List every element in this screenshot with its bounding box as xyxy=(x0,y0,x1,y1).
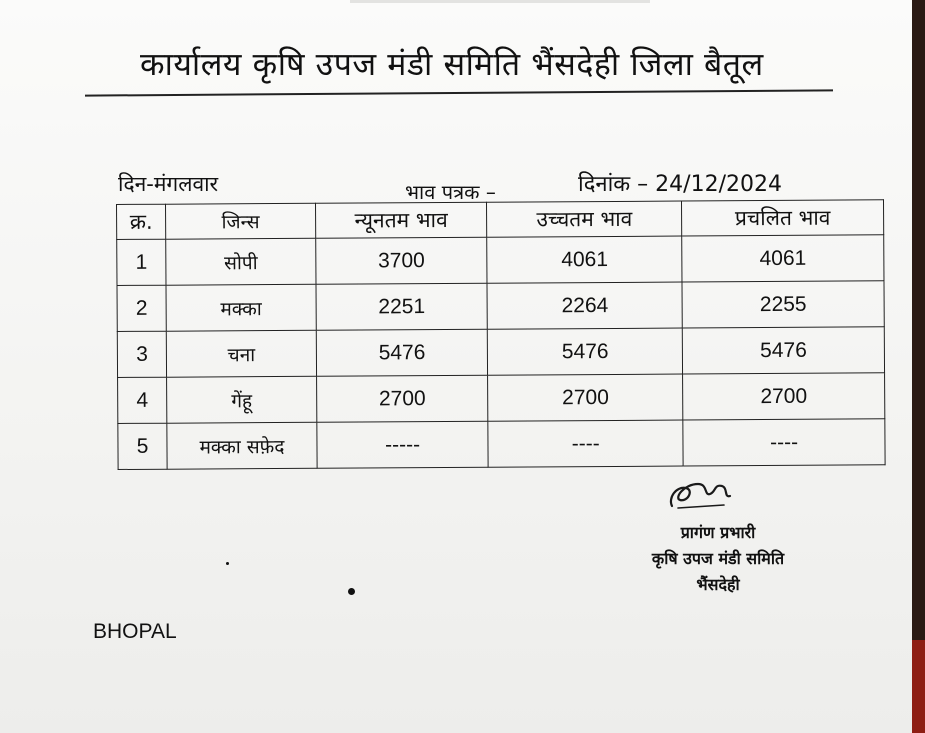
signatory-place: भैंसदेही xyxy=(696,575,740,594)
cell-max-price: 2264 xyxy=(487,282,682,329)
office-title: कार्यालय कृषि उपज मंडी समिति भैंसदेही जिला बैतूल xyxy=(140,45,764,83)
cell-max-price: ---- xyxy=(488,420,683,467)
cell-serial: 1 xyxy=(117,239,166,285)
cell-max-price: 5476 xyxy=(488,328,683,375)
cell-modal-price: ---- xyxy=(683,419,885,466)
cell-commodity: गेंहू xyxy=(167,376,317,423)
cell-min-price: 2700 xyxy=(316,375,488,422)
handwritten-signature xyxy=(664,478,734,512)
table-row xyxy=(117,327,884,378)
cell-modal-price: 5476 xyxy=(682,327,884,374)
signatory-title: प्रागंण प्रभारी xyxy=(680,523,756,542)
cell-modal-price: 2700 xyxy=(683,373,885,420)
cell-min-price: 2251 xyxy=(316,283,488,330)
rate-sheet-label: भाव पत्रक – xyxy=(405,180,496,204)
rates-table xyxy=(116,199,886,470)
signatory-office: कृषि उपज मंडी समिति xyxy=(651,549,785,568)
cell-commodity: मक्का सफ़ेद xyxy=(167,422,317,469)
day-label: दिन-मंगलवार xyxy=(118,172,219,196)
header-modal-price: प्रचलित भाव xyxy=(682,200,884,236)
cell-serial: 3 xyxy=(117,331,166,377)
cell-commodity: चना xyxy=(166,330,316,377)
header-max-price: उच्चतम भाव xyxy=(487,201,682,237)
cell-serial: 5 xyxy=(118,423,167,469)
header-min-price: न्यूनतम भाव xyxy=(315,202,487,238)
table-row xyxy=(118,373,885,424)
cell-modal-price: 2255 xyxy=(682,281,884,328)
cell-min-price: 5476 xyxy=(316,329,488,376)
title-underline xyxy=(85,89,833,96)
date-label: दिनांक – 24/12/2024 xyxy=(578,172,782,197)
header-commodity: जिन्स xyxy=(166,203,316,239)
table-row xyxy=(117,281,884,332)
cell-serial: 4 xyxy=(118,377,167,423)
table-row xyxy=(118,419,885,470)
cell-max-price: 2700 xyxy=(488,374,683,421)
cell-min-price: 3700 xyxy=(315,237,487,284)
cell-max-price: 4061 xyxy=(487,236,682,283)
page-edge-accent xyxy=(912,640,925,733)
cell-modal-price: 4061 xyxy=(682,235,884,282)
cell-serial: 2 xyxy=(117,285,166,331)
cell-commodity: सोपी xyxy=(166,238,316,285)
header-serial: क्र. xyxy=(117,204,166,239)
table-header-row xyxy=(117,200,884,240)
table-row xyxy=(117,235,884,286)
ink-dot xyxy=(348,588,355,595)
cell-commodity: मक्का xyxy=(166,284,316,331)
page-edge-shadow xyxy=(912,0,925,733)
paper-crease xyxy=(350,0,650,3)
footer-city: BHOPAL xyxy=(93,620,177,643)
cell-min-price: ----- xyxy=(317,421,489,468)
ink-speck xyxy=(226,562,229,565)
signature-block xyxy=(618,520,818,598)
